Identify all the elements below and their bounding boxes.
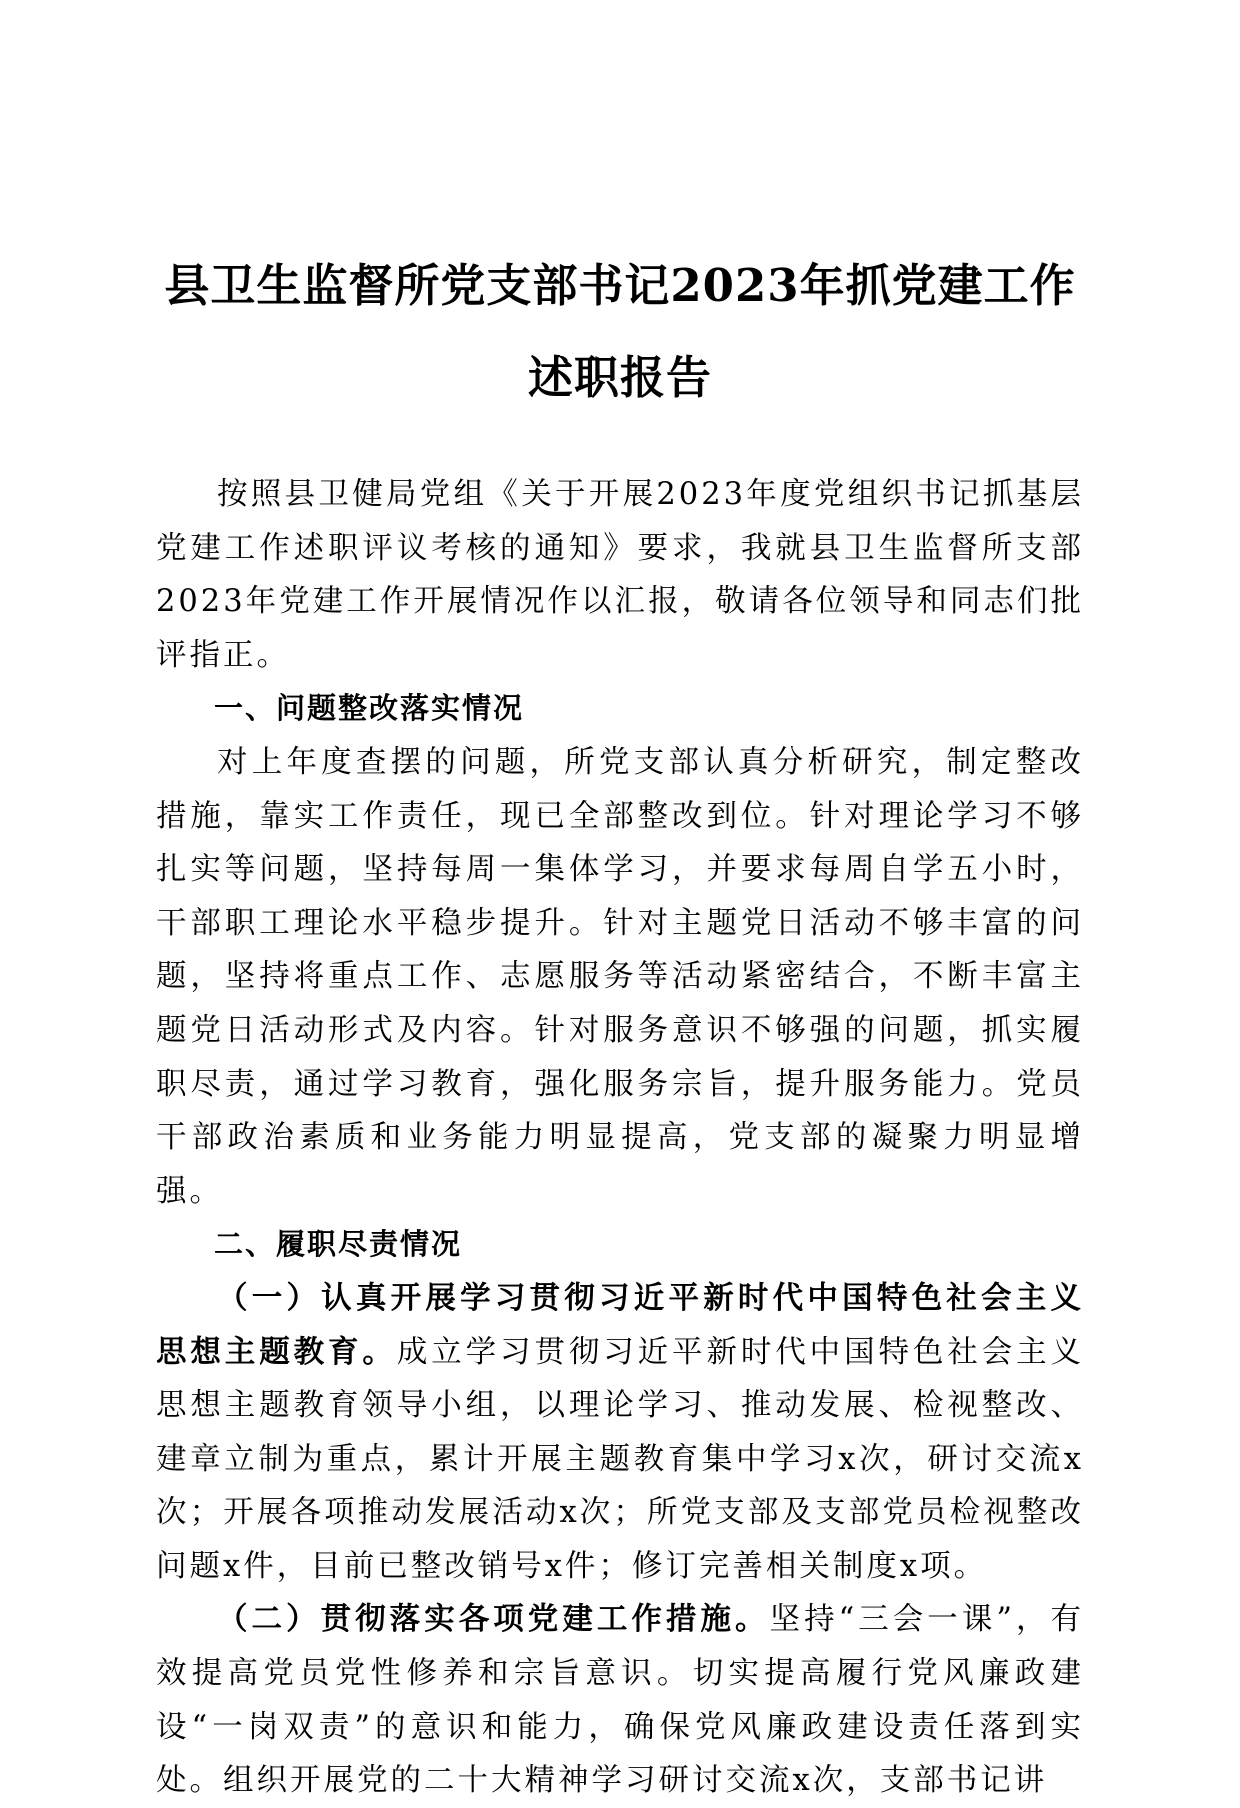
section-2-heading: 二、履职尽责情况	[214, 1227, 463, 1262]
document-title-line-2: 述职报告	[527, 351, 712, 404]
subsection-2-body: 坚持“三会一课”，有效提高党员党性修养和宗旨意识。切实提高履行党风廉政建设“一岗双责”的意识和能力，确保党风廉政建设责任落到实处。组织开展党的二十大精神学习研讨交流x次，支部书记讲	[156, 1602, 1085, 1799]
subsection-2-paragraph	[156, 1593, 1084, 1807]
section-1-heading: 一、问题整改落实情况	[214, 691, 525, 726]
subsection-2-lead: （二）贯彻落实各项党建工作措施。	[217, 1601, 770, 1638]
subsection-1-lead: （一）认真开展学习贯彻习近平新时代中国特色社会主义思想主题教育。	[156, 1279, 1084, 1370]
document-title-line-1: 县卫生监督所党支部书记2023年抓党建工作	[164, 259, 1076, 312]
subsection-1-body: 成立学习贯彻习近平新时代中国特色社会主义思想主题教育领导小组，以理论学习、推动发展、检视整改、建章立制为重点，累计开展主题教育集中学习x次，研讨交流x次；开展各项推动发展活动x次；所党支部及支部党员检视整改问题x件，目前已整改销号x件；修订完善相关制度x项。	[156, 1334, 1084, 1584]
intro-paragraph: 按照县卫健局党组《关于开展2023年度党组织书记抓基层党建工作述职评议考核的通知》要求，我就县卫生监督所支部2023年党建工作开展情况作以汇报，敬请各位领导和同志们批评指正。	[156, 477, 1084, 673]
subsection-1-paragraph	[156, 1272, 1084, 1594]
document-body	[156, 468, 1084, 1808]
section-1-paragraph: 对上年度查摆的问题，所党支部认真分析研究，制定整改措施，靠实工作责任，现已全部整改到位。针对理论学习不够扎实等问题，坚持每周一集体学习，并要求每周自学五小时，干部职工理论水平稳步提升。针对主题党日活动不够丰富的问题，坚持将重点工作、志愿服务等活动紧密结合，不断丰富主题党日活动形式及内容。针对服务意识不够强的问题，抓实履职尽责，通过学习教育，强化服务宗旨，提升服务能力。党员干部政治素质和业务能力明显提高，党支部的凝聚力明显增强。	[156, 744, 1084, 1209]
